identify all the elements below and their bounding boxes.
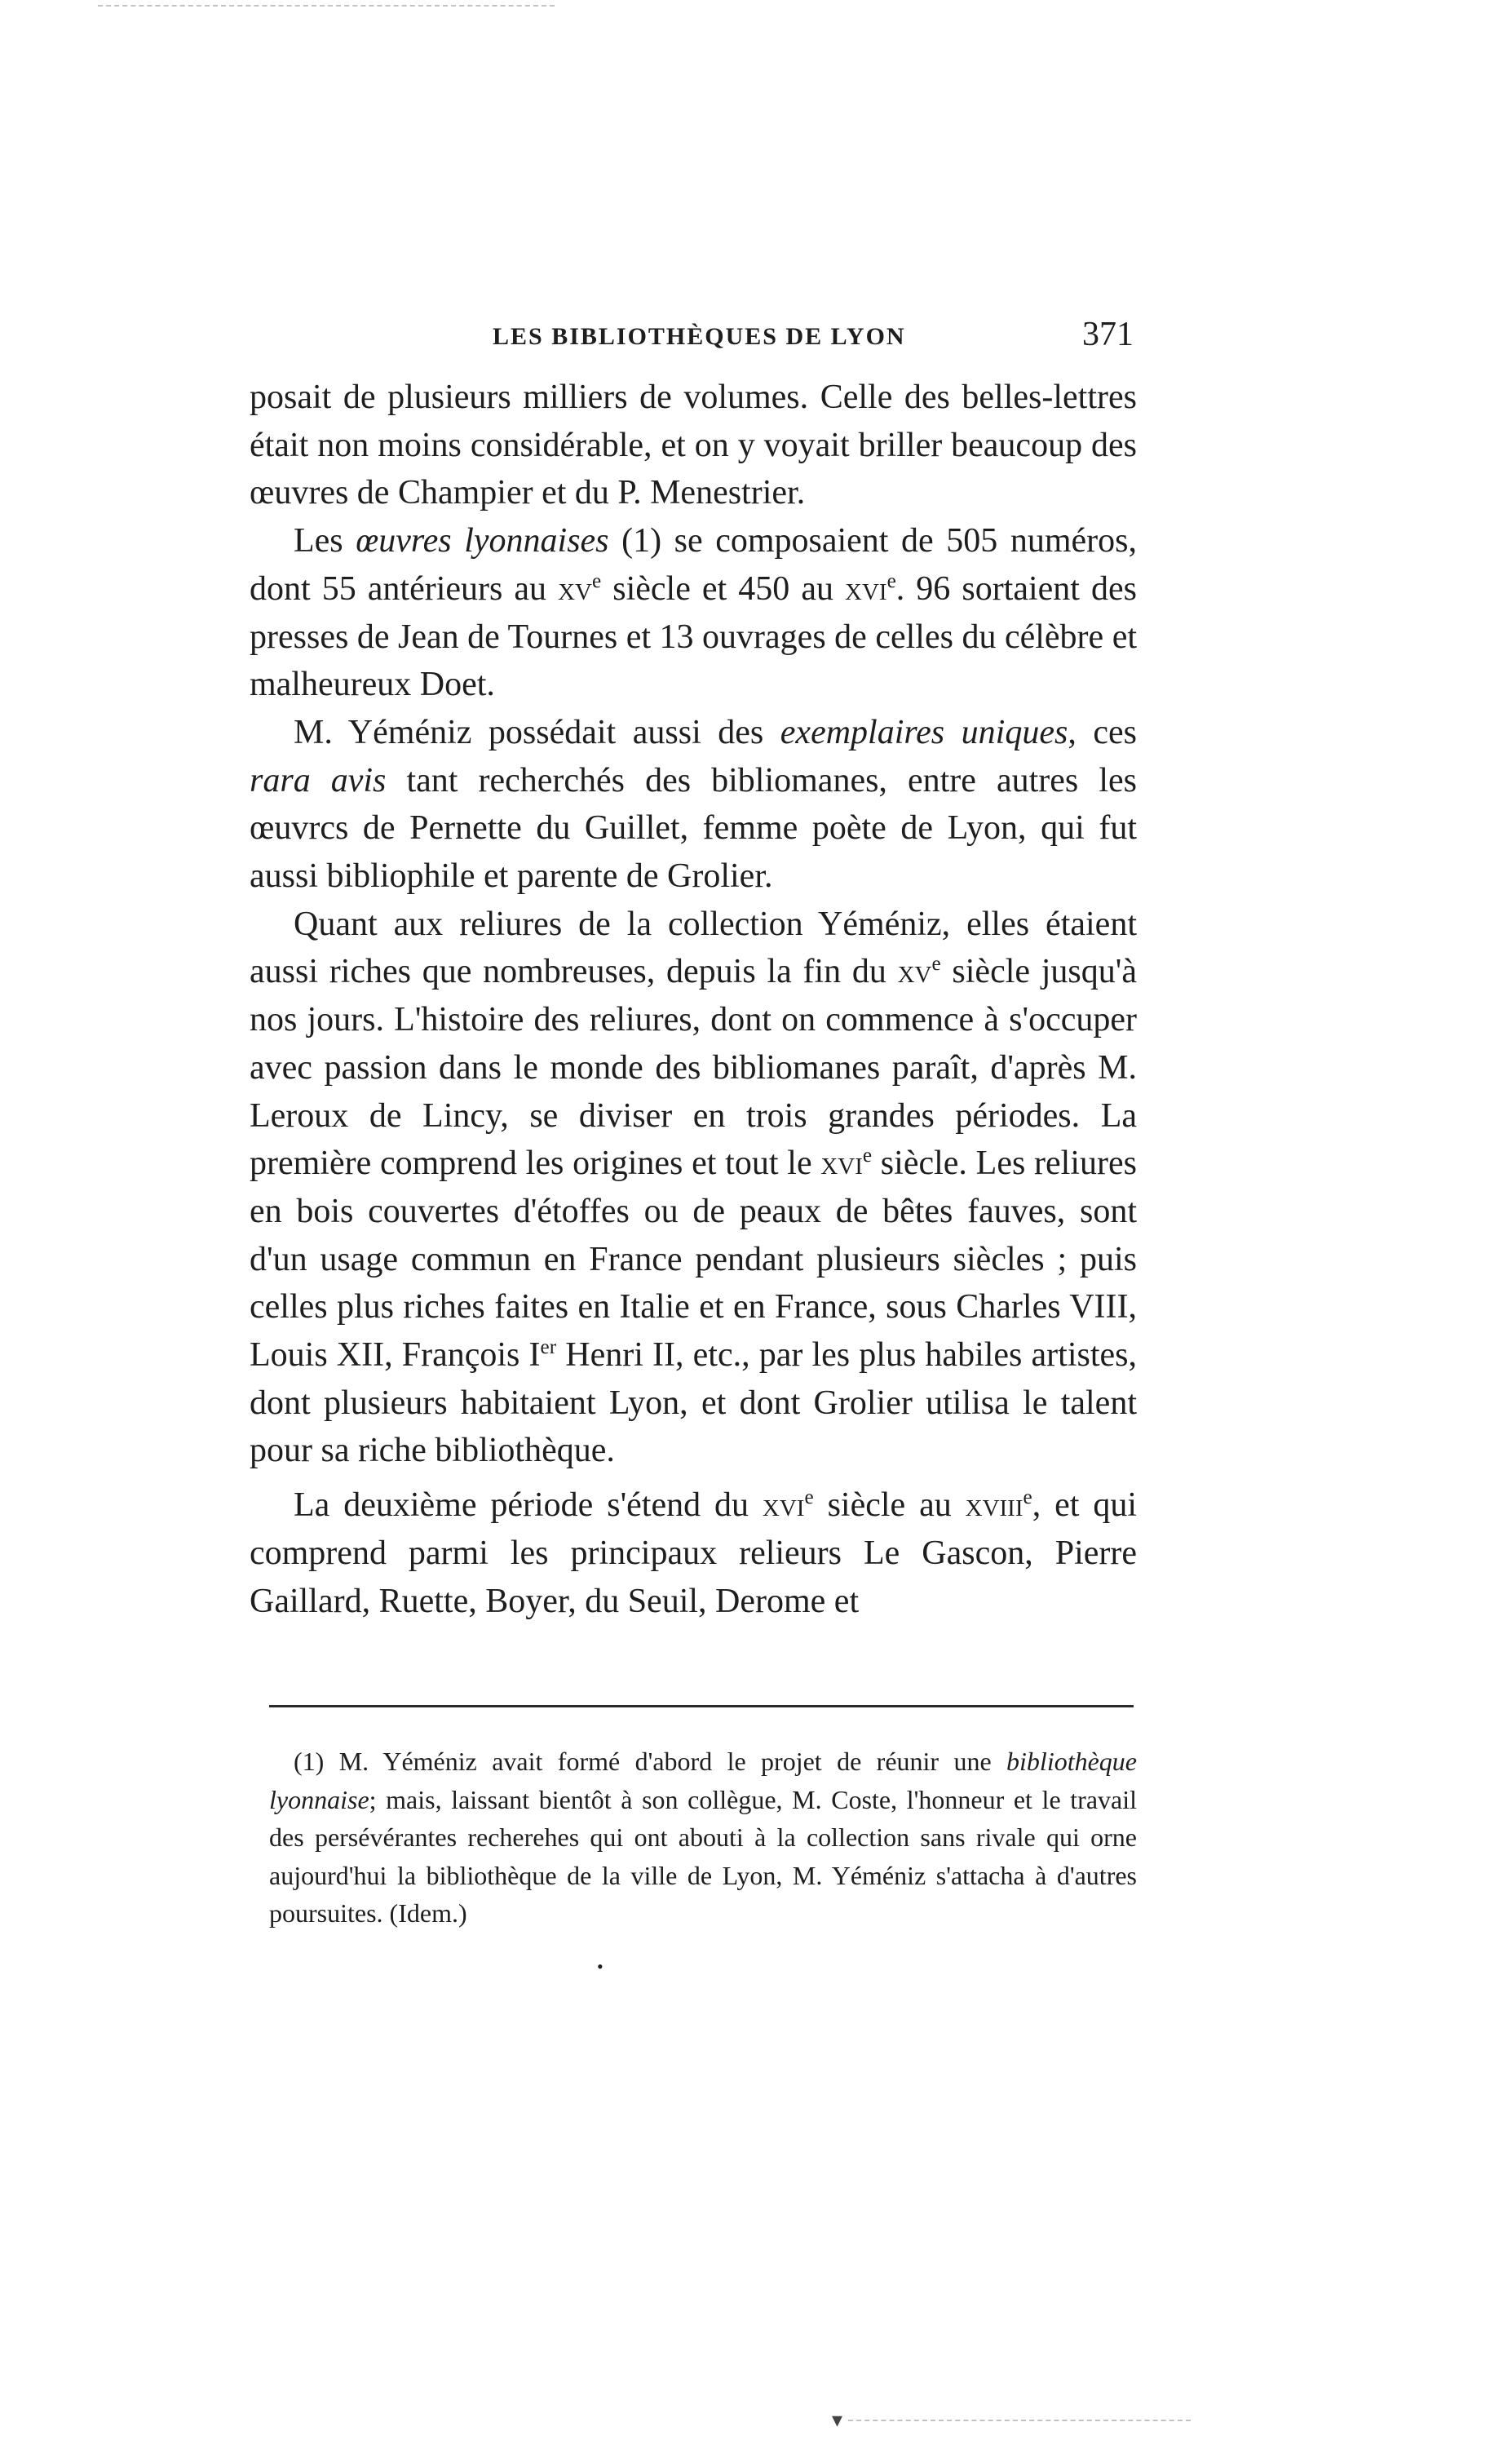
- superscript: e: [862, 1145, 873, 1167]
- text-run: Henri II, etc., par les plus habiles artistes, dont plusieurs habitaient Lyon, et dont Grolier utilisa le talent pour sa riche bibliothèque.: [250, 1336, 1138, 1470]
- superscript: er: [540, 1336, 557, 1359]
- paragraph-1-text: posait de plusieurs milliers de volumes. Celle des belles-lettres était non moins considérable, et on y voyait briller beaucoup des œuvres de Champier et du P. Menestrier.: [250, 379, 1137, 512]
- text-run: siècle et 450 au: [601, 569, 846, 608]
- century-numeral: xvi: [820, 1145, 863, 1183]
- text-run: La deuxième période s'étend du: [294, 1486, 763, 1525]
- superscript: e: [804, 1486, 814, 1509]
- paragraph-5: [250, 1481, 1137, 1625]
- century-numeral: xv: [558, 569, 592, 608]
- stray-mark: •: [597, 1956, 603, 1977]
- text-run: , ces: [1068, 713, 1137, 751]
- text-run: siècle jusqu'à nos jours. L'histoire des reliures, dont on commence à s'occuper avec passion dans le monde des bibliomanes paraît, d'après M. Leroux de Lincy, se diviser en trois grandes périodes. La première comprend les origines et tout le: [250, 953, 1137, 1183]
- text-run: siècle au: [813, 1486, 966, 1525]
- text-run: Les: [294, 522, 356, 560]
- italic-run: rara avis: [250, 761, 387, 799]
- paragraph-4: [250, 901, 1137, 1475]
- italic-run: bibliothèque lyonnaise: [269, 1747, 1137, 1814]
- century-numeral: xvi: [762, 1486, 805, 1525]
- superscript: e: [931, 953, 941, 976]
- scan-edge-bottom: [848, 2420, 1191, 2421]
- page-header: [253, 315, 1134, 364]
- italic-run: exemplaires uniques: [780, 713, 1068, 751]
- superscript: e: [886, 569, 896, 592]
- footnote-divider: [269, 1705, 1134, 1707]
- text-run: , et qui comprend parmi les principaux relieurs Le Gascon, Pierre Gaillard, Ruette, Boyer, du Seuil, Derome et: [250, 1486, 1137, 1620]
- century-numeral: xv: [897, 953, 932, 991]
- text-run: ; mais, laissant bientôt à son collègue, M. Coste, l'honneur et le travail des persévérantes recherehes qui ont abouti à la collection sans rivale qui orne aujourd'hui la bibliothèque de la ville de Lyon, M. Yéméniz s'attacha à d'autres poursuites. (Idem.): [269, 1784, 1137, 1928]
- paragraph-1: [250, 374, 1137, 517]
- superscript: e: [1023, 1486, 1032, 1509]
- text-run: (1) se composaient de 505 numéros, dont 55 antérieurs au: [250, 522, 1137, 608]
- text-run: tant recherchés des bibliomanes, entre autres les œuvrcs de Pernette du Guillet, femme poète de Lyon, qui fut aussi bibliophile et parente de Grolier.: [250, 761, 1137, 896]
- text-run: Quant aux reliures de la collection Yéméniz, elles étaient aussi riches que nombreuses, depuis la fin du: [250, 905, 1137, 991]
- superscript: e: [592, 569, 602, 592]
- text-run: siècle. Les reliures en bois couvertes d'étoffes ou de peaux de bêtes fauves, sont d'un usage commun en France pendant plusieurs siècles ; puis celles plus riches faites en Italie et en France, sous Charles VIII, Louis XII, François I: [250, 1145, 1137, 1375]
- century-numeral: xvi: [845, 569, 887, 608]
- paragraph-2: [250, 517, 1137, 709]
- running-title: LES BIBLIOTHÈQUES DE LYON: [493, 323, 906, 350]
- page-number: 371: [1082, 316, 1134, 353]
- footnote: [269, 1743, 1137, 1933]
- scan-edge-top: [98, 5, 555, 7]
- italic-run: œuvres lyonnaises: [356, 522, 609, 560]
- text-run: (1) M. Yéméniz avait formé d'abord le projet de réunir une: [294, 1747, 1007, 1776]
- body-text: [250, 374, 1137, 1625]
- text-run: . 96 sortaient des presses de Jean de Tournes et 13 ouvrages de celles du célèbre et malheureux Doet.: [250, 569, 1138, 704]
- paragraph-3: [250, 709, 1137, 901]
- century-numeral: xviii: [965, 1486, 1023, 1525]
- stray-mark: ▾: [832, 2408, 843, 2432]
- text-run: M. Yéméniz possédait aussi des: [294, 713, 780, 751]
